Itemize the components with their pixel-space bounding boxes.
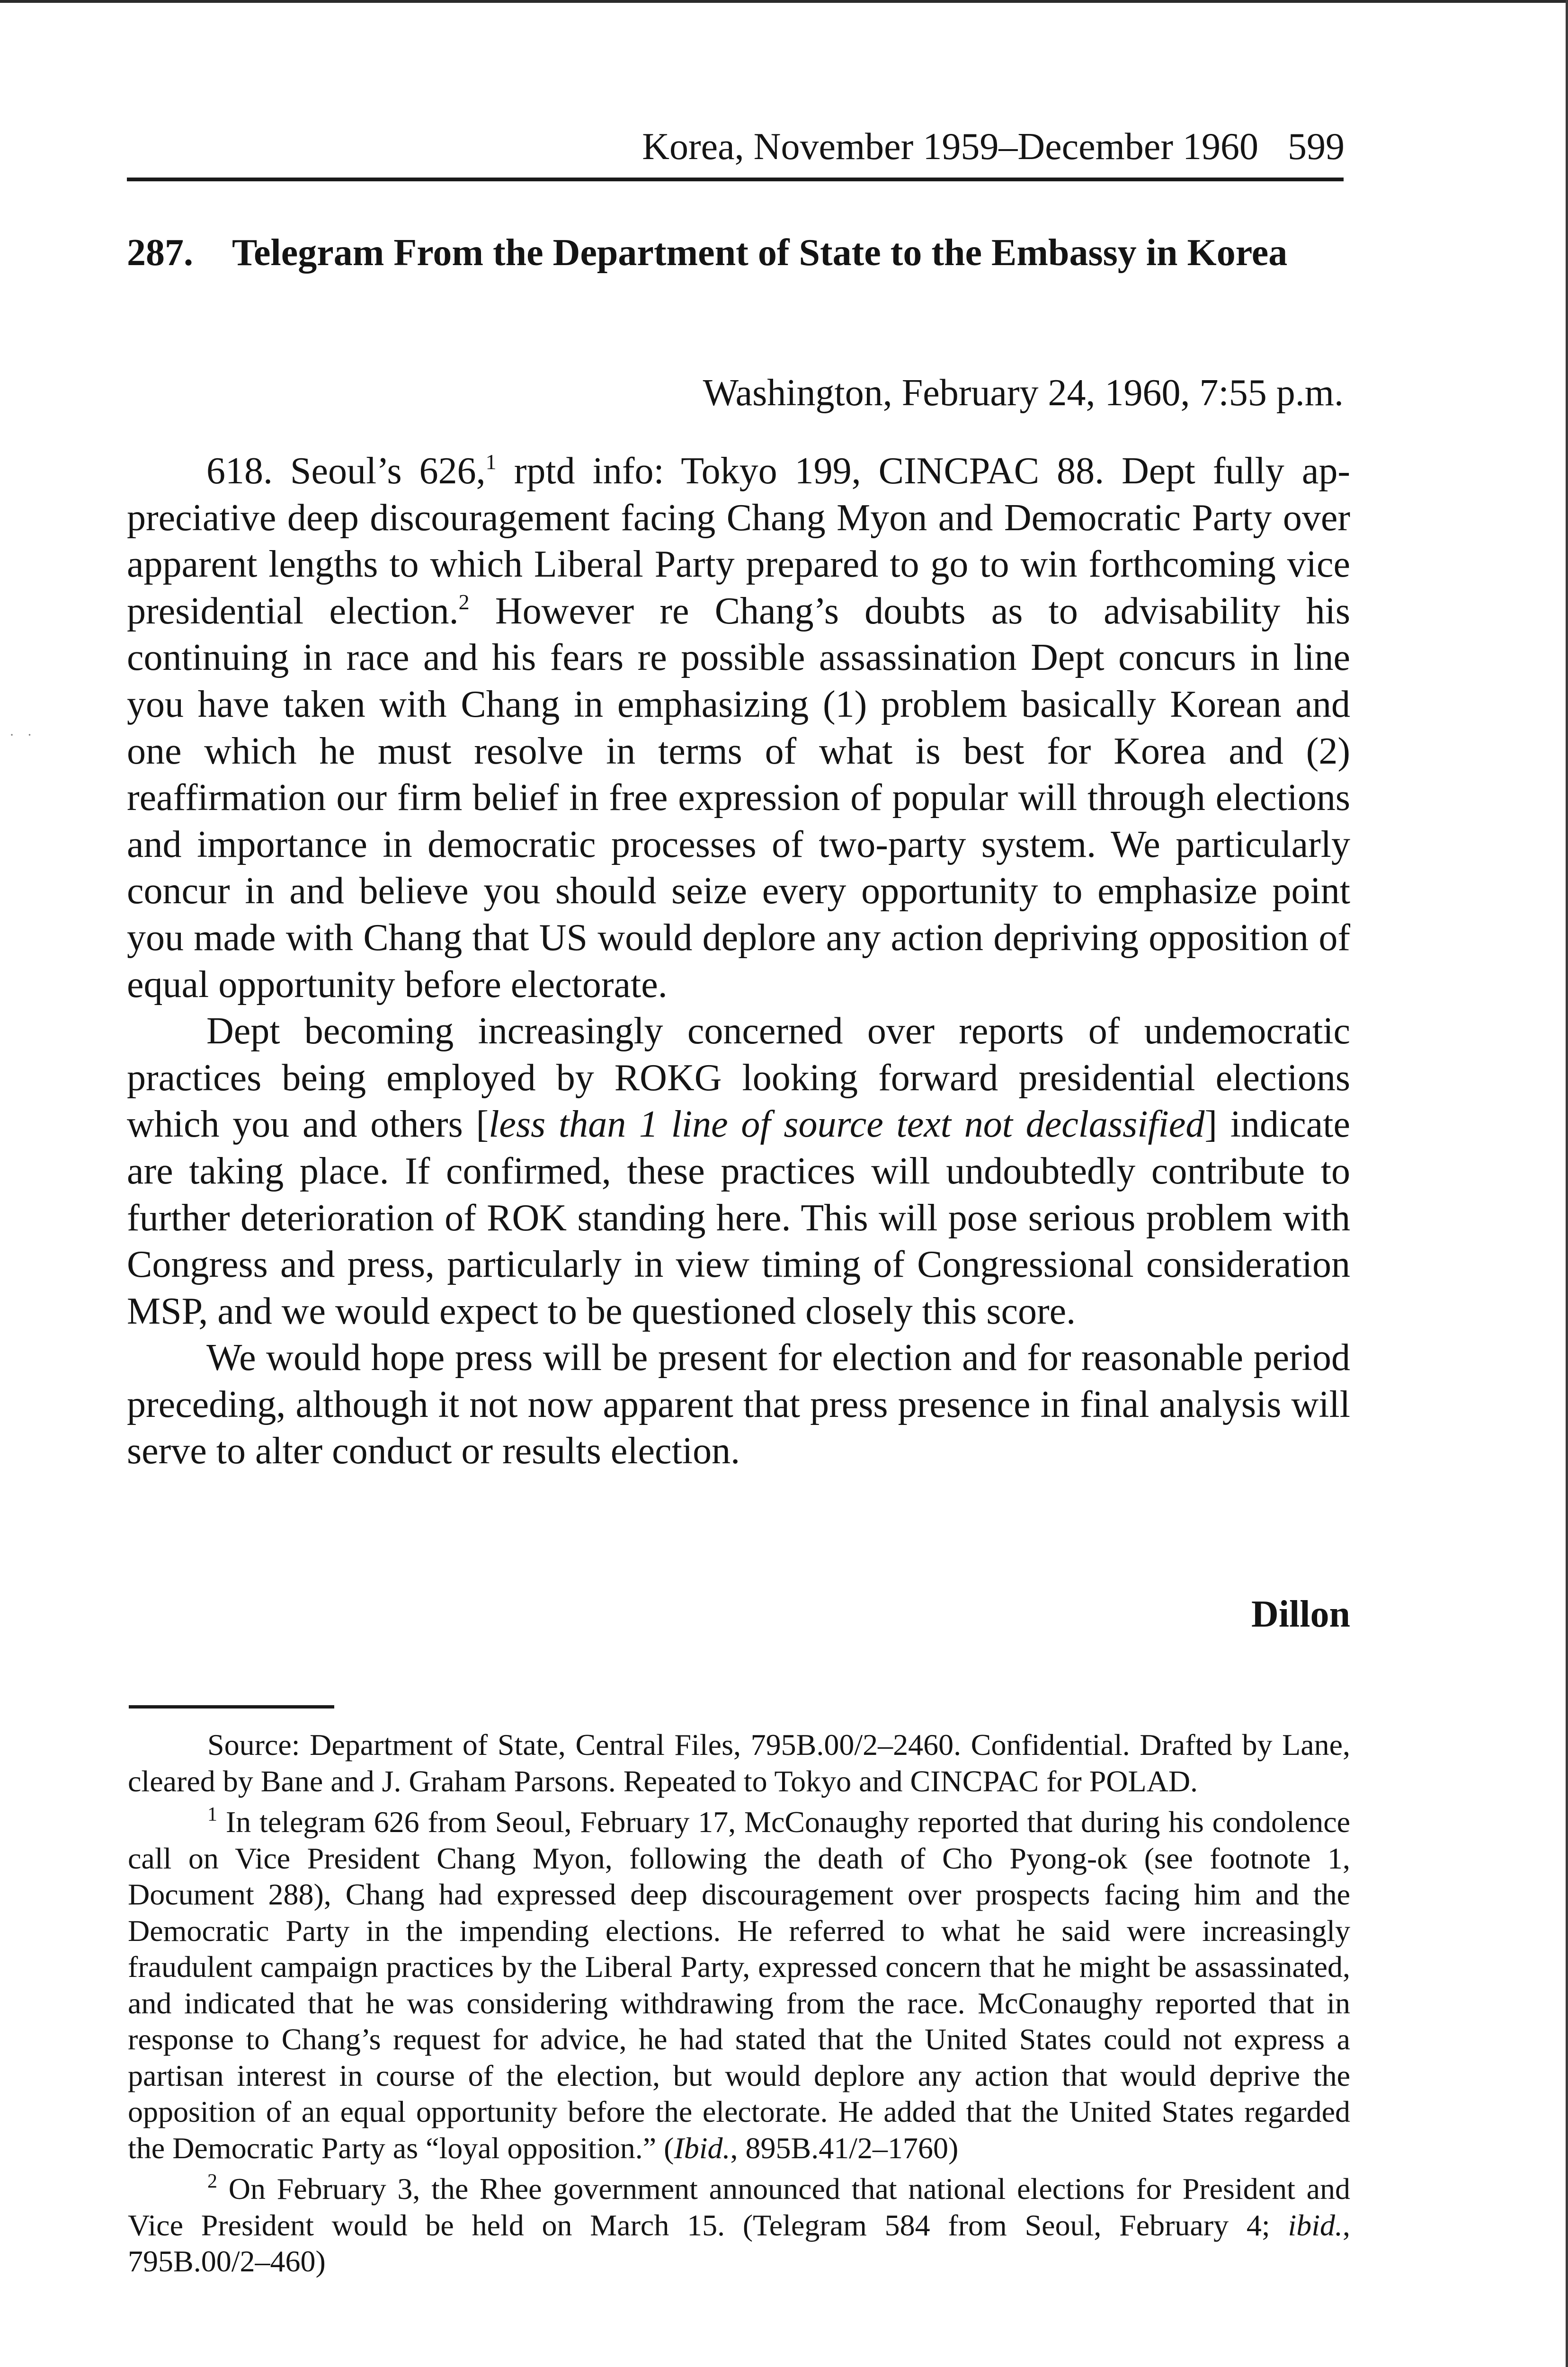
signature: Dillon xyxy=(1251,1593,1350,1635)
footnotes xyxy=(128,1727,1350,2285)
footnote-mark-1: 1 xyxy=(207,1804,217,1825)
running-head-title: Korea, November 1959–December 1960 xyxy=(642,126,1258,168)
document-title: Telegram From the Department of State to the Embassy in Korea xyxy=(232,232,1288,274)
dateline: Washington, February 24, 1960, 7:55 p.m. xyxy=(703,372,1344,414)
footnote-ref-2[interactable]: 2 xyxy=(458,589,470,614)
page-number: 599 xyxy=(1288,126,1345,168)
footnote-2: $^2$ On February 3, the Rhee government announced that national elections for President and Vice President would be held on March 15. (Telegram 584 from Seoul, February 4; ibid., 795B.00/2–460) xyxy=(128,2171,1350,2278)
body-paragraph: We would hope press will be present for election and for reasonable period preceding, although it not now apparent that press presence in final analysis will serve to alter conduct or results election. xyxy=(127,1337,1350,1472)
footnote-1: $^1$ In telegram 626 from Seoul, February 17, McConaughy reported that during his condolence call on Vice President Chang Myon, following the death of Cho Pyong-ok (see footnote 1, Document 288), Chang had expressed deep discouragement over prospects facing him and the Democratic Party in the impending elections. He referred to what he said were increasingly fraudulent campaign practices by the Liberal Party, expressed concern that he might be assassinated, and indicated that he was considering withdrawing from the race. McConaughy reported that in response to Chang’s request for advice, he had stated that the United States could not express a partisan interest in course of the election, but would deplore any action that would deprive the opposition of an equal opportunity before the electorate. He added that the United States regarded the Democratic Party as “loyal opposition.” (Ibid., 895B.41/2–1760) xyxy=(128,1804,1350,2165)
footnote-ref-1[interactable]: 1 xyxy=(485,450,497,474)
telegram-body xyxy=(127,448,1350,1475)
scan-speck: · · xyxy=(9,727,37,743)
page-edge-right xyxy=(1566,0,1568,2367)
document-heading xyxy=(127,226,1345,279)
source-note: Source: Department of State, Central Files, 795B.00/2–2460. Confidential. Drafted by Lane, cleared by Bane and J. Graham Parsons. Repeated to Tokyo and CINCPAC for POLAD. xyxy=(128,1728,1350,1798)
declassification-note: less than 1 line of source text not declassified xyxy=(489,1103,1205,1146)
running-head xyxy=(129,124,1345,169)
body-paragraph: 618. Seoul’s 626,$^1$ rptd info: Tokyo 199, CINCPAC 88. Dept fully appreciative deep discouragement facing Chang Myon and Democratic Party over apparent lengths to which Liberal Party prepared to go to win forthcoming vice presidential election.$^2$ However re Chang’s doubts as to advisability his continuing in race and his fears re possible assassination Dept concurs in line you have taken with Chang in emphasizing (1) problem basically Korean and one which he must resolve in terms of what is best for Korea and (2) reaffirmation our firm belief in free expression of popular will through elections and importance in democratic processes of two-party system. We particularly concur in and believe you should seize every opportunity to emphasize point you made with Chang that US would deplore any action depriving opposition of equal opportunity before electorate. xyxy=(127,450,1351,1006)
footnote-mark-2: 2 xyxy=(207,2171,217,2192)
footnote-rule xyxy=(129,1705,334,1709)
body-paragraph: Dept becoming increasingly concerned over reports of undemocratic practices being employed by ROKG looking forward presidential elections which you and others [less than 1 line of source text not declassified] indicate are taking place. If confirmed, these practices will undoubtedly contribute to further deterioration of ROK standing here. This will pose serious problem with Congress and press, particularly in view timing of Congressional consideration MSP, and we would expect to be questioned closely this score. xyxy=(127,1010,1350,1332)
header-rule xyxy=(127,178,1344,181)
document-number: 287. xyxy=(127,232,193,274)
page-edge xyxy=(0,0,1568,3)
